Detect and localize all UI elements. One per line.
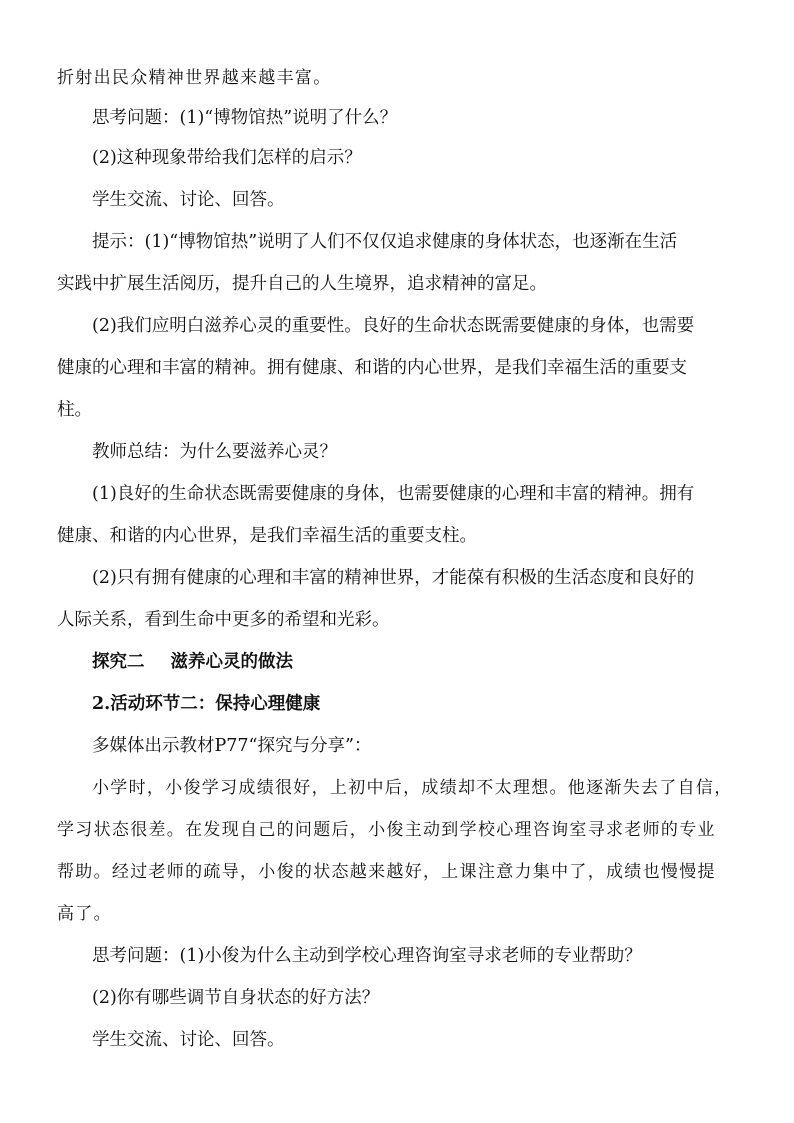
question-line: 思考问题：(1)“博物馆热”说明了什么？: [92, 108, 398, 128]
text-line: (1)良好的生命状态既需要健康的身体，也需要健康的心理和丰富的精神。拥有: [92, 484, 695, 504]
text-line: 人际关系，看到生命中更多的希望和光彩。: [57, 610, 390, 630]
text-line: 柱。: [57, 400, 92, 420]
case-text-line: 小学时，小俊学习成绩很好，上初中后，成绩却不太理想。他逐渐失去了自信，: [92, 778, 733, 798]
question-line: 思考问题：(1)小俊为什么主动到学校心理咨询室寻求老师的专业帮助？: [92, 946, 642, 966]
section-number: 探究二: [92, 652, 145, 672]
text-line: 健康、和谐的内心世界，是我们幸福生活的重要支柱。: [57, 526, 477, 546]
text-line: 折射出民众精神世界越来越丰富。: [57, 68, 332, 88]
case-text-line: 学习状态很差。在发现自己的问题后，小俊主动到学校心理咨询室寻求老师的专业: [57, 820, 716, 840]
activity-heading: 2.活动环节二：保持心理健康: [92, 694, 321, 714]
text-line: 学生交流、讨论、回答。: [92, 1030, 285, 1050]
section-title: 滋养心灵的做法: [170, 652, 293, 672]
text-line: 多媒体出示教材P77“探究与分享”：: [92, 736, 372, 756]
text-line: (2)我们应明白滋养心灵的重要性。良好的生命状态既需要健康的身体，也需要: [92, 316, 695, 336]
question-line: (2)你有哪些调节自身状态的好方法？: [92, 988, 380, 1008]
question-line: (2)这种现象带给我们怎样的启示？: [92, 148, 362, 168]
text-line: (2)只有拥有健康的心理和丰富的精神世界，才能葆有积极的生活态度和良好的: [92, 568, 695, 588]
text-line: 健康的心理和丰富的精神。拥有健康、和谐的内心世界，是我们幸福生活的重要支: [57, 358, 687, 378]
hint-line: 提示：(1)“博物馆热”说明了人们不仅仅追求健康的身体状态，也逐渐在生活: [92, 232, 678, 252]
hint-line: 实践中扩展生活阅历，提升自己的人生境界，追求精神的富足。: [57, 274, 547, 294]
text-line: 学生交流、讨论、回答。: [92, 190, 285, 210]
section-heading: [92, 648, 747, 676]
case-text-line: 高了。: [57, 904, 112, 924]
summary-heading: 教师总结：为什么要滋养心灵？: [92, 442, 337, 462]
case-text-line: 帮助。经过老师的疏导，小俊的状态越来越好，上课注意力集中了，成绩也慢慢提: [57, 862, 716, 882]
